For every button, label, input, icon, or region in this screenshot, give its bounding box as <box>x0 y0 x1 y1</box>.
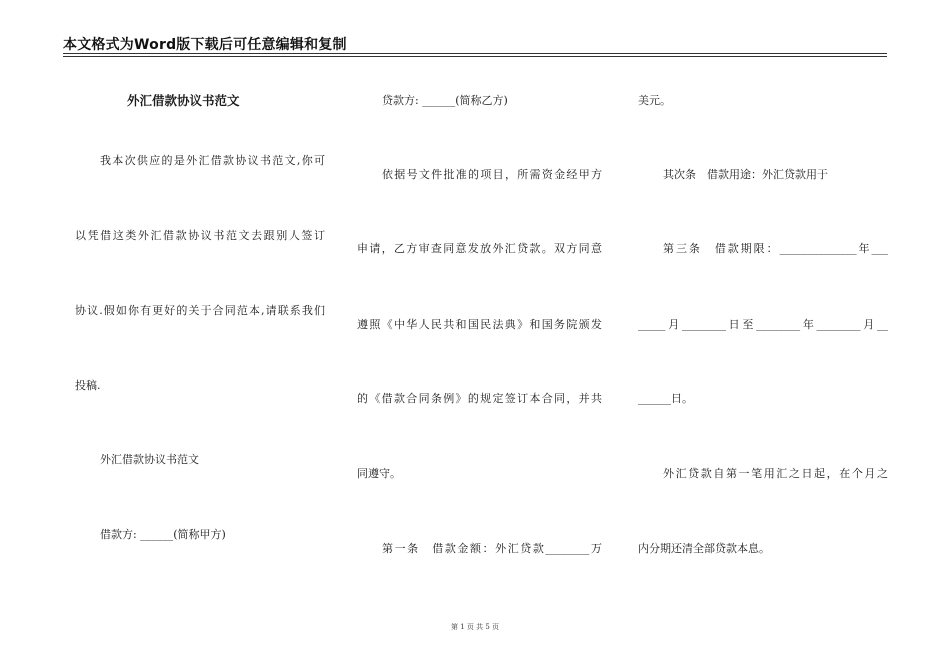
section-heading: 外汇借款协议书范文 <box>100 453 199 466</box>
paragraph-line: _____月________日至________年________月__ <box>638 318 888 331</box>
document-title: 外汇借款协议书范文 <box>127 93 240 108</box>
paragraph-line: 借款方: ______(简称甲方) <box>100 528 226 541</box>
text-column-1 <box>75 0 325 600</box>
document-header: 本文格式为Word版下载后可任意编辑和复制 <box>63 37 347 53</box>
paragraph-line: 第一条 借款金额：外汇贷款________万 <box>382 542 602 555</box>
page-number-footer: 第 1 页 共 5 页 <box>450 623 500 631</box>
paragraph-line: 的《借款合同条例》的规定签订本合同，并共 <box>357 392 602 405</box>
paragraph-line: 第三条 借款期限：______________年___ <box>663 242 888 255</box>
text-column-3 <box>638 0 888 600</box>
paragraph-line: 协议.假如你有更好的关于合同范本,请联系我们 <box>75 304 325 317</box>
paragraph-line: 美元。 <box>638 94 671 107</box>
paragraph-line: 以凭借这类外汇借款协议书范文去跟别人签订 <box>75 229 325 242</box>
paragraph-line: 内分期还清全部贷款本息。 <box>638 542 770 555</box>
paragraph-line: 贷款方: ______(简称乙方) <box>382 94 508 107</box>
paragraph-line: 依据号文件批准的项目，所需资金经甲方 <box>382 168 602 181</box>
paragraph-line: 同遵守。 <box>357 467 401 480</box>
paragraph-line: 我本次供应的是外汇借款协议书范文,你可 <box>100 154 325 167</box>
paragraph-line: 其次条 借款用途：外汇贷款用于 <box>663 168 828 181</box>
paragraph-line: 遵照《中华人民共和国民法典》和国务院颁发 <box>357 318 602 331</box>
paragraph-line: 申请，乙方审查同意发放外汇贷款。双方同意 <box>357 242 602 255</box>
paragraph-line: ______日。 <box>638 392 693 405</box>
paragraph-line: 投稿. <box>75 379 101 392</box>
paragraph-line: 外汇贷款自第一笔用汇之日起，在个月之 <box>663 467 888 480</box>
text-column-2 <box>357 0 602 600</box>
